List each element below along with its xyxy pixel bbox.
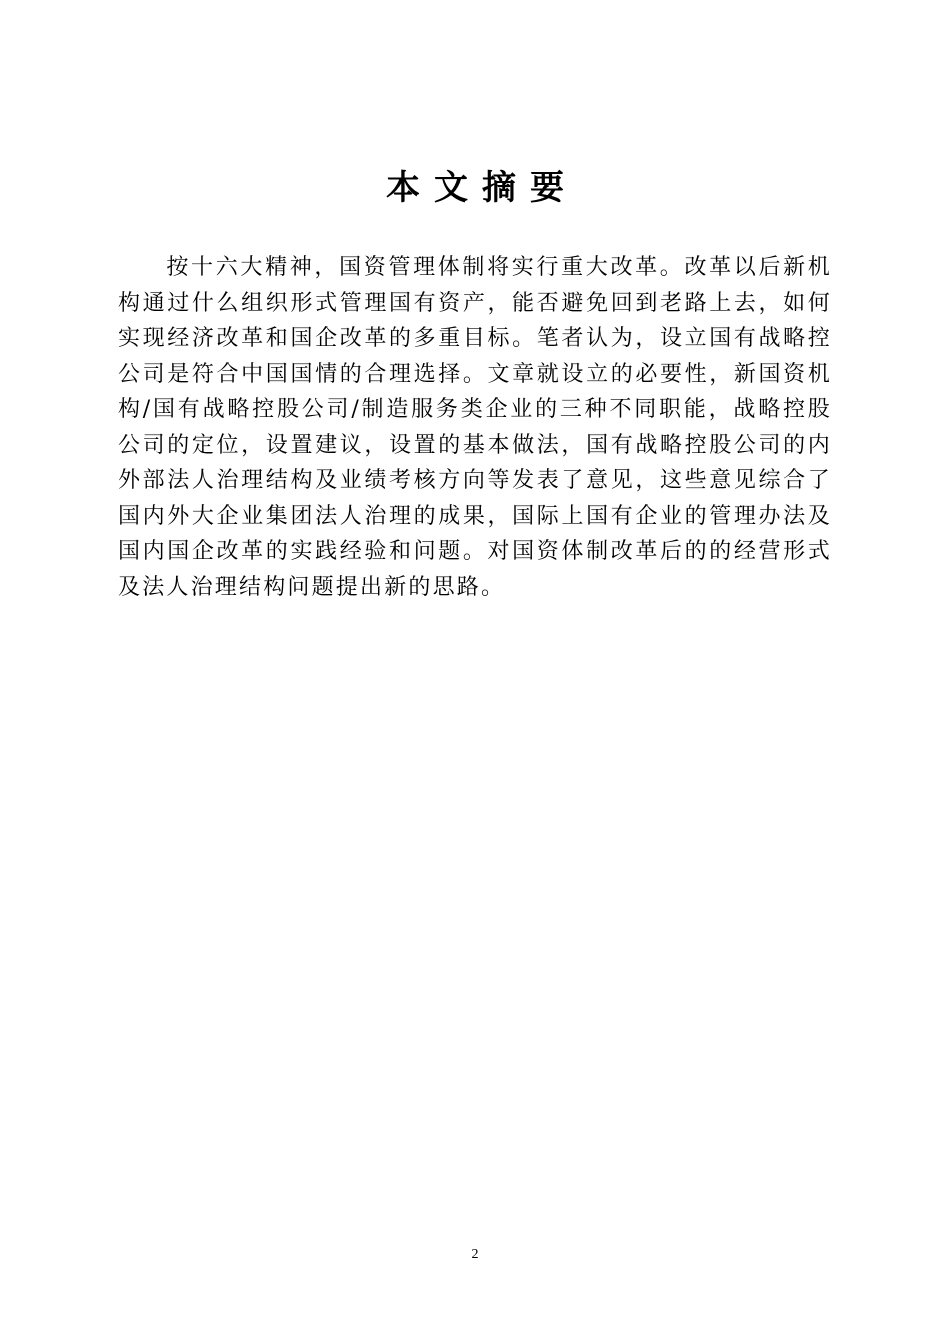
page-number: 2 bbox=[471, 1247, 479, 1262]
abstract-paragraph: 按十六大精神，国资管理体制将实行重大改革。改革以后新机构通过什么组织形式管理国有资产，能否避免回到老路上去，如何实现经济改革和国企改革的多重目标。笔者认为，设立国有战略控公司是符合中国国情的合理选择。文章就设立的必要性，新国资机构/国有战略控股公司/制造服务类企业的三种不同职能，战略控股公司的定位，设置建议，设置的基本做法，国有战略控股公司的内外部法人治理结构及业绩考核方向等发表了意见，这些意见综合了国内外大企业集团法人治理的成果，国际上国有企业的管理办法及国内国企改革的实践经验和问题。对国资体制改革后的的经营形式及法人治理结构问题提出新的思路。 bbox=[118, 255, 832, 600]
page-title: 本文摘要 bbox=[386, 168, 578, 208]
